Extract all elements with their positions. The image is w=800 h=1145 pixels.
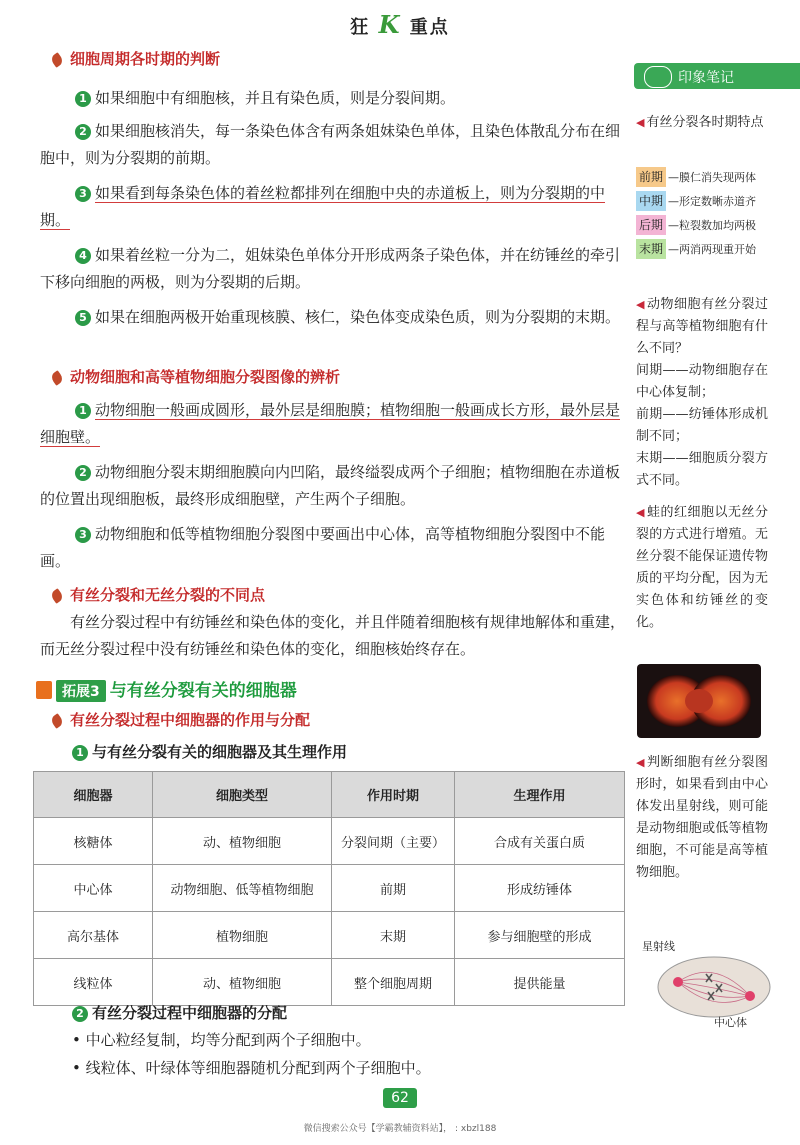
- table-cell: 高尔基体: [34, 912, 153, 959]
- phase-desc: 两消两现重开始: [679, 243, 757, 256]
- table-header: 作用时期: [332, 772, 455, 818]
- elephant-icon: [644, 66, 672, 88]
- extension-heading: [36, 676, 297, 702]
- book-icon: [36, 681, 52, 699]
- bullet-text: 线粒体、叶绿体等细胞器随机分配到两个子细胞中。: [85, 1059, 431, 1077]
- page-number: 62: [383, 1088, 417, 1108]
- header-suffix: 重点: [409, 17, 450, 38]
- table-cell: 末期: [332, 912, 455, 959]
- table-cell: 提供能量: [455, 959, 625, 1006]
- table-row: [34, 912, 625, 959]
- section3-paragraph: 有丝分裂过程中有纺锤丝和染色体的变化，并且伴随着细胞核有规律地解体和重建，而无丝分裂过程中没有纺锤丝和染色体的变化，细胞核始终存在。: [40, 613, 626, 658]
- note2-line: 前期——纺锤体形成机制不同；: [636, 407, 768, 444]
- s1-item-4: [40, 242, 630, 296]
- table-cell: 植物细胞: [153, 912, 332, 959]
- note3-text: 蛙的红细胞以无丝分裂的方式进行增殖。无丝分裂不能保证遗传物质的平均分配，因为无实色体和纺锤丝的变化。: [636, 505, 768, 630]
- triangle-marker-icon: ◀: [636, 298, 645, 311]
- list-item: [72, 1027, 371, 1053]
- s1-item-3: [40, 180, 630, 234]
- s1-item-1: [75, 85, 620, 112]
- figure-label-centrosome: 中心体: [714, 1016, 747, 1029]
- note2-line: 间期——动物细胞存在中心体复制；: [636, 363, 768, 400]
- extension-subsection-title: 有丝分裂过程中细胞器的作用与分配: [70, 711, 311, 729]
- table-cell: 中心体: [34, 865, 153, 912]
- list-item: [72, 1055, 431, 1081]
- number-badge: 2: [75, 465, 91, 481]
- organelle-table: [33, 771, 625, 1006]
- extension-subsection-heading: [52, 709, 310, 730]
- number-badge: 1: [75, 91, 91, 107]
- table-row: [34, 865, 625, 912]
- table-cell: 线粒体: [34, 959, 153, 1006]
- table-header-row: [34, 772, 625, 818]
- extension-badge: 拓展3: [56, 680, 106, 702]
- note1-text: 有丝分裂各时期特点: [646, 115, 764, 130]
- sidebar-note-3: [636, 502, 768, 634]
- figure-label-aster: 星射线: [642, 940, 675, 953]
- number-badge: 2: [72, 1006, 88, 1022]
- table-header: 细胞类型: [153, 772, 332, 818]
- sidebar-note-4: [636, 752, 768, 884]
- number-badge: 2: [75, 124, 91, 140]
- s2-item-2: [40, 459, 630, 513]
- footer-watermark: 微信搜索公众号【学霸教辅资料站】， : xbzl188: [303, 1124, 497, 1134]
- table-cell: 核糖体: [34, 818, 153, 865]
- leaf-icon: [49, 52, 64, 68]
- s1-item-5: [40, 304, 630, 331]
- phase-row: 后期 —粒裂数加均两极: [636, 215, 800, 239]
- phase-list: [636, 167, 800, 263]
- number-badge: 3: [75, 527, 91, 543]
- number-badge: 3: [75, 186, 91, 202]
- header-prefix: 狂: [350, 17, 371, 38]
- bullet-text: 中心粒经复制，均等分配到两个子细胞中。: [85, 1031, 371, 1049]
- triangle-marker-icon: ◀: [636, 116, 645, 129]
- number-badge: 1: [72, 745, 88, 761]
- phase-name: 中期: [636, 191, 666, 211]
- page-header: [0, 10, 800, 39]
- table-cell: 动物细胞、低等植物细胞: [153, 865, 332, 912]
- spindle-diagram: [654, 952, 774, 1022]
- phase-desc: 形定数晰赤道齐: [679, 195, 757, 208]
- s1-item-2: [40, 118, 630, 172]
- table-cell: 参与细胞壁的形成: [455, 912, 625, 959]
- triangle-marker-icon: ◀: [636, 756, 645, 769]
- notes-tab: [634, 63, 800, 89]
- bullet-dot-icon: •: [72, 1059, 81, 1077]
- dividing-cell-image: [637, 664, 761, 738]
- s2-item-1: [40, 397, 630, 451]
- leaf-icon: [49, 713, 64, 729]
- note2-text: 动物细胞有丝分裂过程与高等植物细胞有什么不同？: [636, 297, 768, 356]
- section3-title: 有丝分裂和无丝分裂的不同点: [70, 586, 266, 604]
- table-cell: 分裂间期（主要）: [332, 818, 455, 865]
- s1-item-4-text: 如果着丝粒一分为二，姐妹染色单体分开形成两条子染色体，并在纺锤丝的牵引下移向细胞的两极，则为分裂期的后期。: [40, 246, 621, 291]
- table-cell: 合成有关蛋白质: [455, 818, 625, 865]
- sub2-title: 有丝分裂过程中细胞器的分配: [92, 1004, 288, 1022]
- extension-title: 与有丝分裂有关的细胞器: [109, 681, 297, 701]
- note2-line: 末期——细胞质分裂方式不同。: [636, 451, 768, 488]
- table-cell: 动、植物细胞: [153, 959, 332, 1006]
- note4-text: 判断细胞有丝分裂图形时，如果看到由中心体发出星射线，则可能是动物细胞或低等植物细胞，不可能是高等植物细胞。: [636, 755, 768, 880]
- section1-title: 细胞周期各时期的判断: [70, 50, 221, 68]
- s2-item-3-text: 动物细胞和低等植物细胞分裂图中要画出中心体，高等植物细胞分裂图中不能画。: [40, 525, 606, 570]
- frog-red-cell-photo: [637, 664, 761, 738]
- phase-desc: 粒裂数加均两极: [679, 219, 757, 232]
- phase-name: 末期: [636, 239, 666, 259]
- section2-heading: [52, 366, 340, 387]
- s2-item-1-text: 动物细胞一般画成圆形，最外层是细胞膜；植物细胞一般画成长方形，最外层是细胞壁。: [40, 401, 621, 446]
- s1-item-2-text: 如果细胞核消失，每一条染色体含有两条姐妹染色单体，且染色体散乱分布在细胞中，则为分裂期的前期。: [40, 122, 621, 167]
- number-badge: 1: [75, 403, 91, 419]
- sub1-heading: [72, 741, 347, 762]
- leaf-icon: [49, 370, 64, 386]
- leaf-icon: [49, 588, 64, 604]
- phase-row: 中期 —形定数晰赤道齐: [636, 191, 800, 215]
- section1-heading: [52, 48, 220, 69]
- phase-desc: 膜仁消失现两体: [679, 171, 757, 184]
- phase-row: 末期 —两消两现重开始: [636, 239, 800, 263]
- section3-heading: [52, 584, 265, 605]
- sidebar-note-1: [636, 112, 768, 134]
- bullet-dot-icon: •: [72, 1031, 81, 1049]
- sub2-heading: [72, 1002, 287, 1023]
- sub1-title: 与有丝分裂有关的细胞器及其生理作用: [92, 743, 348, 761]
- mitosis-figure: [632, 938, 798, 1032]
- table-cell: 前期: [332, 865, 455, 912]
- table-row: [34, 818, 625, 865]
- number-badge: 4: [75, 248, 91, 264]
- notes-tab-label: 印象笔记: [678, 70, 734, 86]
- table-cell: 动、植物细胞: [153, 818, 332, 865]
- sidebar-note-2: [636, 294, 768, 492]
- phase-row: 前期 —膜仁消失现两体: [636, 167, 800, 191]
- s2-item-2-text: 动物细胞分裂末期细胞膜向内凹陷，最终缢裂成两个子细胞；植物细胞在赤道板的位置出现细胞板，最终形成细胞壁，产生两个子细胞。: [40, 463, 621, 508]
- table-cell: 整个细胞周期: [332, 959, 455, 1006]
- s1-item-5-text: 如果在细胞两极开始重现核膜、核仁，染色体变成染色质，则为分裂期的末期。: [95, 308, 621, 326]
- section2-title: 动物细胞和高等植物细胞分裂图像的辨析: [70, 368, 341, 386]
- triangle-marker-icon: ◀: [636, 506, 645, 519]
- phase-name: 前期: [636, 167, 666, 187]
- table-row: [34, 959, 625, 1006]
- s2-item-3: [40, 521, 630, 575]
- phase-name: 后期: [636, 215, 666, 235]
- table-header: 细胞器: [34, 772, 153, 818]
- s1-item-1-text: 如果细胞中有细胞核，并且有染色质，则是分裂间期。: [95, 89, 456, 107]
- header-k-logo: K: [378, 10, 402, 39]
- table-cell: 形成纺锤体: [455, 865, 625, 912]
- s1-item-3-text: 如果看到每条染色体的着丝粒都排列在细胞中央的赤道板上，则为分裂期的中期。: [40, 184, 606, 229]
- table-header: 生理作用: [455, 772, 625, 818]
- number-badge: 5: [75, 310, 91, 326]
